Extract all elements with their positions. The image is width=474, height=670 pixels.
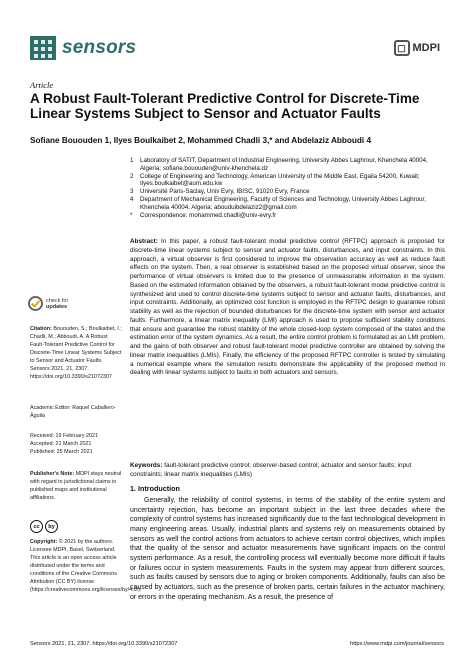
abstract-label: Abstract: — [130, 238, 158, 245]
page-footer — [30, 641, 444, 647]
journal-name: sensors — [62, 37, 137, 58]
author-list: Sofiane Bououden 1, Ilyes Boulkaibet 2, Mohammed Chadli 3,* and Abdelaziz Abboudi 4 — [30, 136, 372, 145]
cc-license-badge[interactable] — [30, 520, 58, 533]
keywords — [130, 462, 445, 480]
section-heading: 1. Introduction — [130, 484, 180, 493]
check-for-updates-button[interactable]: check for updates — [28, 296, 68, 311]
check-updates-icon — [28, 296, 43, 311]
affiliation-item: 4 Department of Mechanical Engineering, Faculty of Sciences and Technology, University Abbes Laghrour, Khenchela 40004, Algeria; abouduibdelaziz2@gmail.com — [130, 195, 426, 211]
abstract-text: In this paper, a robust fault-tolerant model predictive control (RFTPC) approach is proposed for discrete-time linear systems subject to sensor and actuator faults, disturbances, and input constraints. In this approach, a virtual observer is first considered to improve the observation accuracy as well as reduce fault effects on the system. Then, a real observer is established based on the proposed virtual observer, since the performance of virtual observers is limited due to the presence of unmeasurable information in the system. Based on the estimated information obtained by the observers, a robust fault-tolerant model predictive control is synthesized and used to control discrete-time systems subject to sensor and actuator faults, disturbances, and input constraints. Additionally, an optimized cost function is employed in the RFTPC design to guarantee robust stability as well as the rejection of bounded disturbances for the discrete-time system with sensor and actuator faults. Furthermore, a linear matrix inequality (LMI) approach is used to propose sufficient stability conditions that ensure and guarantee the robust stability of the whole closed-loop system composed of the states and the estimation error of the system dynamics. As a result, the entire control problem is formulated as an LMI problem, and the gains of both observer and robust fault-tolerant model predictive controller are obtained by solving the linear matrix inequalities (LMIs). Finally, the efficiency of the proposed RFTPC controller is tested by simulating a numerical example where the simulation results demonstrate the applicability of the proposed method in dealing with linear systems subject to faults in both actuators and sensors. — [130, 238, 445, 377]
publisher-logo — [394, 40, 441, 56]
affiliation-item: 3 Université Paris-Saclay, Univ Evry, IBISC, 91020 Evry, France — [130, 188, 310, 196]
abstract — [130, 238, 445, 378]
mdpi-logo-icon: ▢ — [394, 40, 410, 56]
publisher-name: MDPI — [412, 42, 440, 54]
dates-block: Received: 19 February 2021 Accepted: 21 March 2021 Published: 25 March 2021 — [30, 433, 99, 455]
sensors-logo-icon — [30, 36, 56, 60]
introduction-text: Generally, the reliability of control systems, in terms of the stability of the entire system and uncertainty rejection, has become an important subject in the last three decades where the complexity of control systems has increased significantly due to the fast technological development in many engineering areas. Usually, industrial plants and systems rely on measurements obtained by sensors as well the control actions from actuators to achieve certain control objectives, which implies that the quality of the sensor and actuator measurements have significant impacts on the control system performance. As a result, the controlling process will eventually become more difficult if faults or failures occur in system measurements. Faults in the system may appear from different sources, such as faults caused by sensors due to aging or broken components. Additionally, faults can also be caused by actuators, such as the presence of broken parts, certain failures in the actuator machinery, or errors in the operating mechanism. As a result, the presence of — [130, 497, 445, 601]
attribution-icon: by — [45, 520, 58, 533]
article-type: Article — [30, 80, 54, 90]
affiliations — [130, 157, 450, 219]
footer-journal-link[interactable]: https://www.mdpi.com/journal/sensors — [350, 641, 444, 647]
footer-citation: Sensors 2021, 21, 2307. https://doi.org/10.3390/s21072307 — [30, 641, 178, 647]
copyright-block: Copyright: © 2021 by the authors. Licensee MDPI, Basel, Switzerland. This article is an open access article distributed under the terms and conditions of the Creative Commons Attribution (CC BY) license (https://creativecommons.org/licenses/by/4.0/). — [30, 539, 142, 593]
citation-block: Citation: Bououden, S.; Boulkaibet, I.; Chadli, M.; Abboudi, A. A Robust Fault-Tolerant Predictive Control for Discrete-Time Linear Systems Subject to Sensor and Actuator Faults. Sensors 2021, 21, 2307. https://doi.org/10.3390/s21072307 — [30, 326, 122, 380]
publisher-note: Publisher's Note: MDPI stays neutral with regard to jurisdictional claims in published maps and institutional affiliations. — [30, 471, 122, 501]
correspondence: * Correspondence: mohammed.chadli@univ-evry.fr — [130, 211, 277, 219]
affiliation-item: 2 College of Engineering and Technology, American University of the Middle East, Egaila 54200, Kuwait; Ilyes.boulkaibet@aum.edu.kw — [130, 172, 420, 188]
creative-commons-icon: cc — [30, 520, 43, 533]
paper-title: A Robust Fault-Tolerant Predictive Control for Discrete-Time Linear Systems Subject to Sensor and Actuator Faults — [30, 91, 420, 121]
keywords-text: fault-tolerant predictive control; observer-based control; actuator and sensor faults; input constraints; linear matrix inequalities (LMIs) — [130, 462, 412, 478]
academic-editor: Academic Editor: Raquel Caballero-Águila — [30, 405, 116, 419]
affiliation-item: 1 Laboratory of SATIT, Department of Industrial Engineering, University Abbes Laghrour, Khenchela 40004, Algeria; sofiane.bououden@univ-khenchela.dz — [130, 157, 428, 172]
journal-header — [30, 36, 136, 60]
keywords-label: Keywords: — [130, 462, 163, 469]
